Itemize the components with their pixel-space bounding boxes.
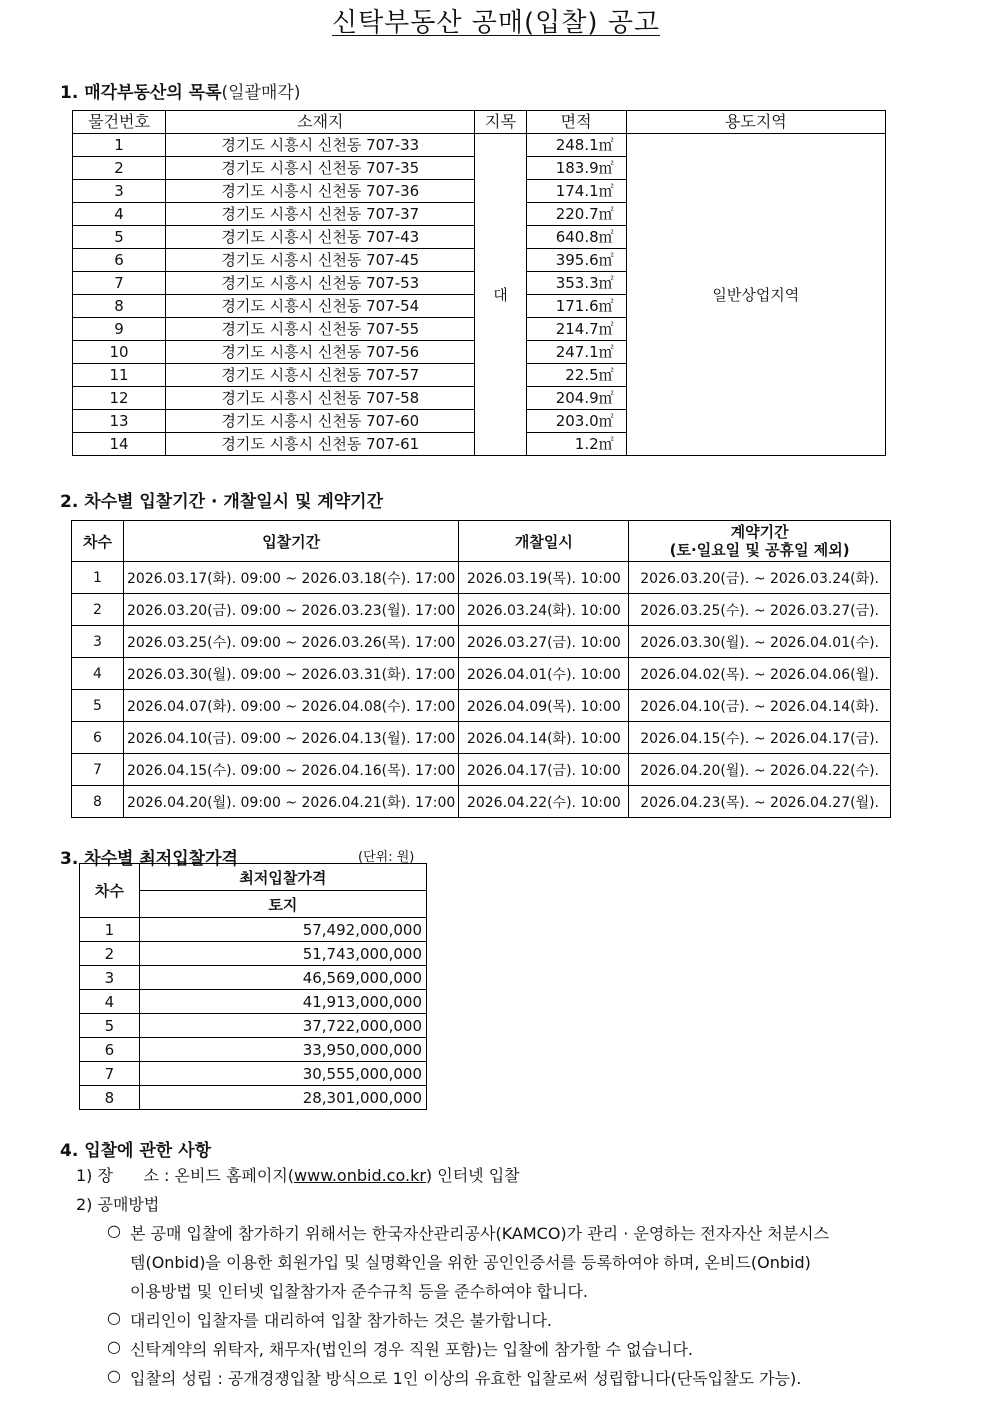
header-area: 면적 [526,111,626,134]
contract-period-cell: 2026.04.10(금). ~ 2026.04.14(화). [629,690,891,722]
area-cell: 248.1㎡ [526,134,626,157]
price-cell: 37,722,000,000 [139,1014,426,1038]
round-cell: 3 [72,626,124,658]
round-cell: 8 [80,1086,140,1110]
header-opening: 개찰일시 [459,521,629,562]
area-cell: 1.2㎡ [526,433,626,456]
table-row [80,1062,427,1086]
opening-cell: 2026.04.01(수). 10:00 [459,658,629,690]
area-cell: 22.5㎡ [526,364,626,387]
bid-period-cell: 2026.03.17(화). 09:00 ~ 2026.03.18(수). 17:00 [123,562,459,594]
table-row [80,990,427,1014]
header-location: 소재지 [166,111,475,134]
round-cell: 4 [80,990,140,1014]
bullet-icon: ○ [107,1308,121,1327]
auction-method-label: 2) 공매방법 [76,1195,160,1214]
bid-period-cell: 2026.04.07(화). 09:00 ~ 2026.04.08(수). 17:00 [123,690,459,722]
opening-cell: 2026.04.17(금). 10:00 [459,754,629,786]
table-row [72,690,891,722]
bid-period-cell: 2026.04.10(금). 09:00 ~ 2026.04.13(월). 17:00 [123,722,459,754]
round-cell: 7 [72,754,124,786]
item-no-cell: 3 [73,180,166,203]
area-cell: 171.6㎡ [526,295,626,318]
address-cell: 경기도 시흥시 신천동 707-53 [166,272,475,295]
address-cell: 경기도 시흥시 신천동 707-56 [166,341,475,364]
item-no-cell: 6 [73,249,166,272]
bullet4-text: 입찰의 성립 : 공개경쟁입찰 방식으로 1인 이상의 유효한 입찰로써 성립합니다(단독입찰도 가능). [130,1369,802,1388]
table-row [80,1014,427,1038]
item-no-cell: 14 [73,433,166,456]
zoning-cell: 일반상업지역 [626,134,885,456]
item-no-cell: 1 [73,134,166,157]
header-min-price: 최저입찰가격 [139,864,426,891]
price-cell: 28,301,000,000 [139,1086,426,1110]
table-row [80,966,427,990]
area-cell: 395.6㎡ [526,249,626,272]
section4-heading: 4. 입찰에 관한 사항 [60,1141,211,1161]
onbid-link[interactable]: www.onbid.co.kr [294,1166,426,1185]
address-cell: 경기도 시흥시 신천동 707-58 [166,387,475,410]
section3-heading: 3. 차수별 최저입찰가격 [60,849,238,869]
table-row [80,918,427,942]
opening-cell: 2026.04.14(화). 10:00 [459,722,629,754]
header-round: 차수 [80,864,140,918]
area-cell: 204.9㎡ [526,387,626,410]
table-header-row [73,111,886,134]
bid-period-cell: 2026.04.20(월). 09:00 ~ 2026.04.21(화). 17:00 [123,786,459,818]
header-item-no: 물건번호 [73,111,166,134]
address-cell: 경기도 시흥시 신천동 707-35 [166,157,475,180]
table-row [80,1086,427,1110]
contract-period-cell: 2026.03.30(월). ~ 2026.04.01(수). [629,626,891,658]
address-cell: 경기도 시흥시 신천동 707-55 [166,318,475,341]
area-cell: 174.1㎡ [526,180,626,203]
item-no-cell: 8 [73,295,166,318]
price-cell: 46,569,000,000 [139,966,426,990]
header-bid-period: 입찰기간 [123,521,459,562]
round-cell: 7 [80,1062,140,1086]
round-cell: 5 [72,690,124,722]
round-cell: 5 [80,1014,140,1038]
address-cell: 경기도 시흥시 신천동 707-43 [166,226,475,249]
round-cell: 6 [72,722,124,754]
price-cell: 33,950,000,000 [139,1038,426,1062]
property-list-table [72,110,886,456]
bid-period-cell: 2026.03.30(월). 09:00 ~ 2026.03.31(화). 17:00 [123,658,459,690]
table-row [72,722,891,754]
land-category-cell: 대 [475,134,526,456]
bullet1-line1: 본 공매 입찰에 참가하기 위해서는 한국자산관리공사(KAMCO)가 관리 · 운영하는 전자자산 처분시스 [130,1224,830,1243]
area-cell: 214.7㎡ [526,318,626,341]
contract-period-cell: 2026.04.20(월). ~ 2026.04.22(수). [629,754,891,786]
opening-cell: 2026.04.09(목). 10:00 [459,690,629,722]
table-header-row [72,521,891,562]
table-row [80,942,427,966]
address-cell: 경기도 시흥시 신천동 707-33 [166,134,475,157]
round-cell: 1 [72,562,124,594]
area-cell: 640.8㎡ [526,226,626,249]
header-land-category: 지목 [475,111,526,134]
address-cell: 경기도 시흥시 신천동 707-37 [166,203,475,226]
table-row [72,658,891,690]
address-cell: 경기도 시흥시 신천동 707-54 [166,295,475,318]
opening-cell: 2026.03.19(목). 10:00 [459,562,629,594]
contract-period-cell: 2026.03.25(수). ~ 2026.03.27(금). [629,594,891,626]
table-row [73,134,886,157]
round-cell: 3 [80,966,140,990]
contract-period-cell: 2026.04.23(목). ~ 2026.04.27(월). [629,786,891,818]
address-cell: 경기도 시흥시 신천동 707-60 [166,410,475,433]
area-cell: 203.0㎡ [526,410,626,433]
bullet1-line3: 이용방법 및 인터넷 입찰참가자 준수규칙 등을 준수하여야 합니다. [130,1282,589,1301]
bid-location-line: 1) 장 소 : 온비드 홈페이지(www.onbid.co.kr) 인터넷 입찰 [76,1166,520,1185]
price-cell: 30,555,000,000 [139,1062,426,1086]
bid-period-cell: 2026.03.25(수). 09:00 ~ 2026.03.26(목). 17:00 [123,626,459,658]
bullet1-line2: 템(Onbid)을 이용한 회원가입 및 실명확인을 위한 공인인증서를 등록하여야 하며, 온비드(Onbid) [130,1253,811,1272]
contract-period-cell: 2026.04.02(목). ~ 2026.04.06(월). [629,658,891,690]
bullet-icon: ○ [107,1337,121,1356]
item-no-cell: 5 [73,226,166,249]
bullet3-text: 신탁계약의 위탁자, 채무자(법인의 경우 직원 포함)는 입찰에 참가할 수 없습니다. [130,1340,694,1359]
opening-cell: 2026.03.24(화). 10:00 [459,594,629,626]
bullet-icon: ○ [107,1221,121,1240]
item-no-cell: 2 [73,157,166,180]
table-row [72,786,891,818]
address-cell: 경기도 시흥시 신천동 707-57 [166,364,475,387]
bid-period-cell: 2026.04.15(수). 09:00 ~ 2026.04.16(목). 17:00 [123,754,459,786]
table-row [72,562,891,594]
round-cell: 8 [72,786,124,818]
address-cell: 경기도 시흥시 신천동 707-36 [166,180,475,203]
bullet-icon: ○ [107,1366,121,1385]
table-header-row [80,864,427,891]
area-cell: 183.9㎡ [526,157,626,180]
item-no-cell: 7 [73,272,166,295]
item-no-cell: 10 [73,341,166,364]
section1-heading: 1. 매각부동산의 목록(일괄매각) [60,83,301,103]
area-cell: 247.1㎡ [526,341,626,364]
table-row [72,594,891,626]
bidding-schedule-table [71,520,891,818]
bid-period-cell: 2026.03.20(금). 09:00 ~ 2026.03.23(월). 17:00 [123,594,459,626]
address-cell: 경기도 시흥시 신천동 707-61 [166,433,475,456]
bullet2-text: 대리인이 입찰자를 대리하여 입찰 참가하는 것은 불가합니다. [130,1311,553,1330]
item-no-cell: 12 [73,387,166,410]
page-title: 신탁부동산 공매(입찰) 공고 [331,8,661,38]
item-no-cell: 9 [73,318,166,341]
item-no-cell: 11 [73,364,166,387]
price-cell: 41,913,000,000 [139,990,426,1014]
table-row [72,626,891,658]
header-land: 토지 [139,891,426,918]
item-no-cell: 13 [73,410,166,433]
round-cell: 1 [80,918,140,942]
header-contract-period: 계약기간 (토·일요일 및 공휴일 제외) [629,521,891,562]
unit-label: (단위: 원) [358,850,415,865]
price-cell: 51,743,000,000 [139,942,426,966]
round-cell: 2 [80,942,140,966]
round-cell: 6 [80,1038,140,1062]
header-zoning: 용도지역 [626,111,885,134]
round-cell: 4 [72,658,124,690]
item-no-cell: 4 [73,203,166,226]
address-cell: 경기도 시흥시 신천동 707-45 [166,249,475,272]
round-cell: 2 [72,594,124,626]
opening-cell: 2026.03.27(금). 10:00 [459,626,629,658]
table-row [72,754,891,786]
contract-period-cell: 2026.04.15(수). ~ 2026.04.17(금). [629,722,891,754]
opening-cell: 2026.04.22(수). 10:00 [459,786,629,818]
section2-heading: 2. 차수별 입찰기간 · 개찰일시 및 계약기간 [60,492,384,512]
header-round: 차수 [72,521,124,562]
minimum-price-table [79,863,427,1110]
contract-period-cell: 2026.03.20(금). ~ 2026.03.24(화). [629,562,891,594]
area-cell: 220.7㎡ [526,203,626,226]
table-row [80,1038,427,1062]
price-cell: 57,492,000,000 [139,918,426,942]
area-cell: 353.3㎡ [526,272,626,295]
